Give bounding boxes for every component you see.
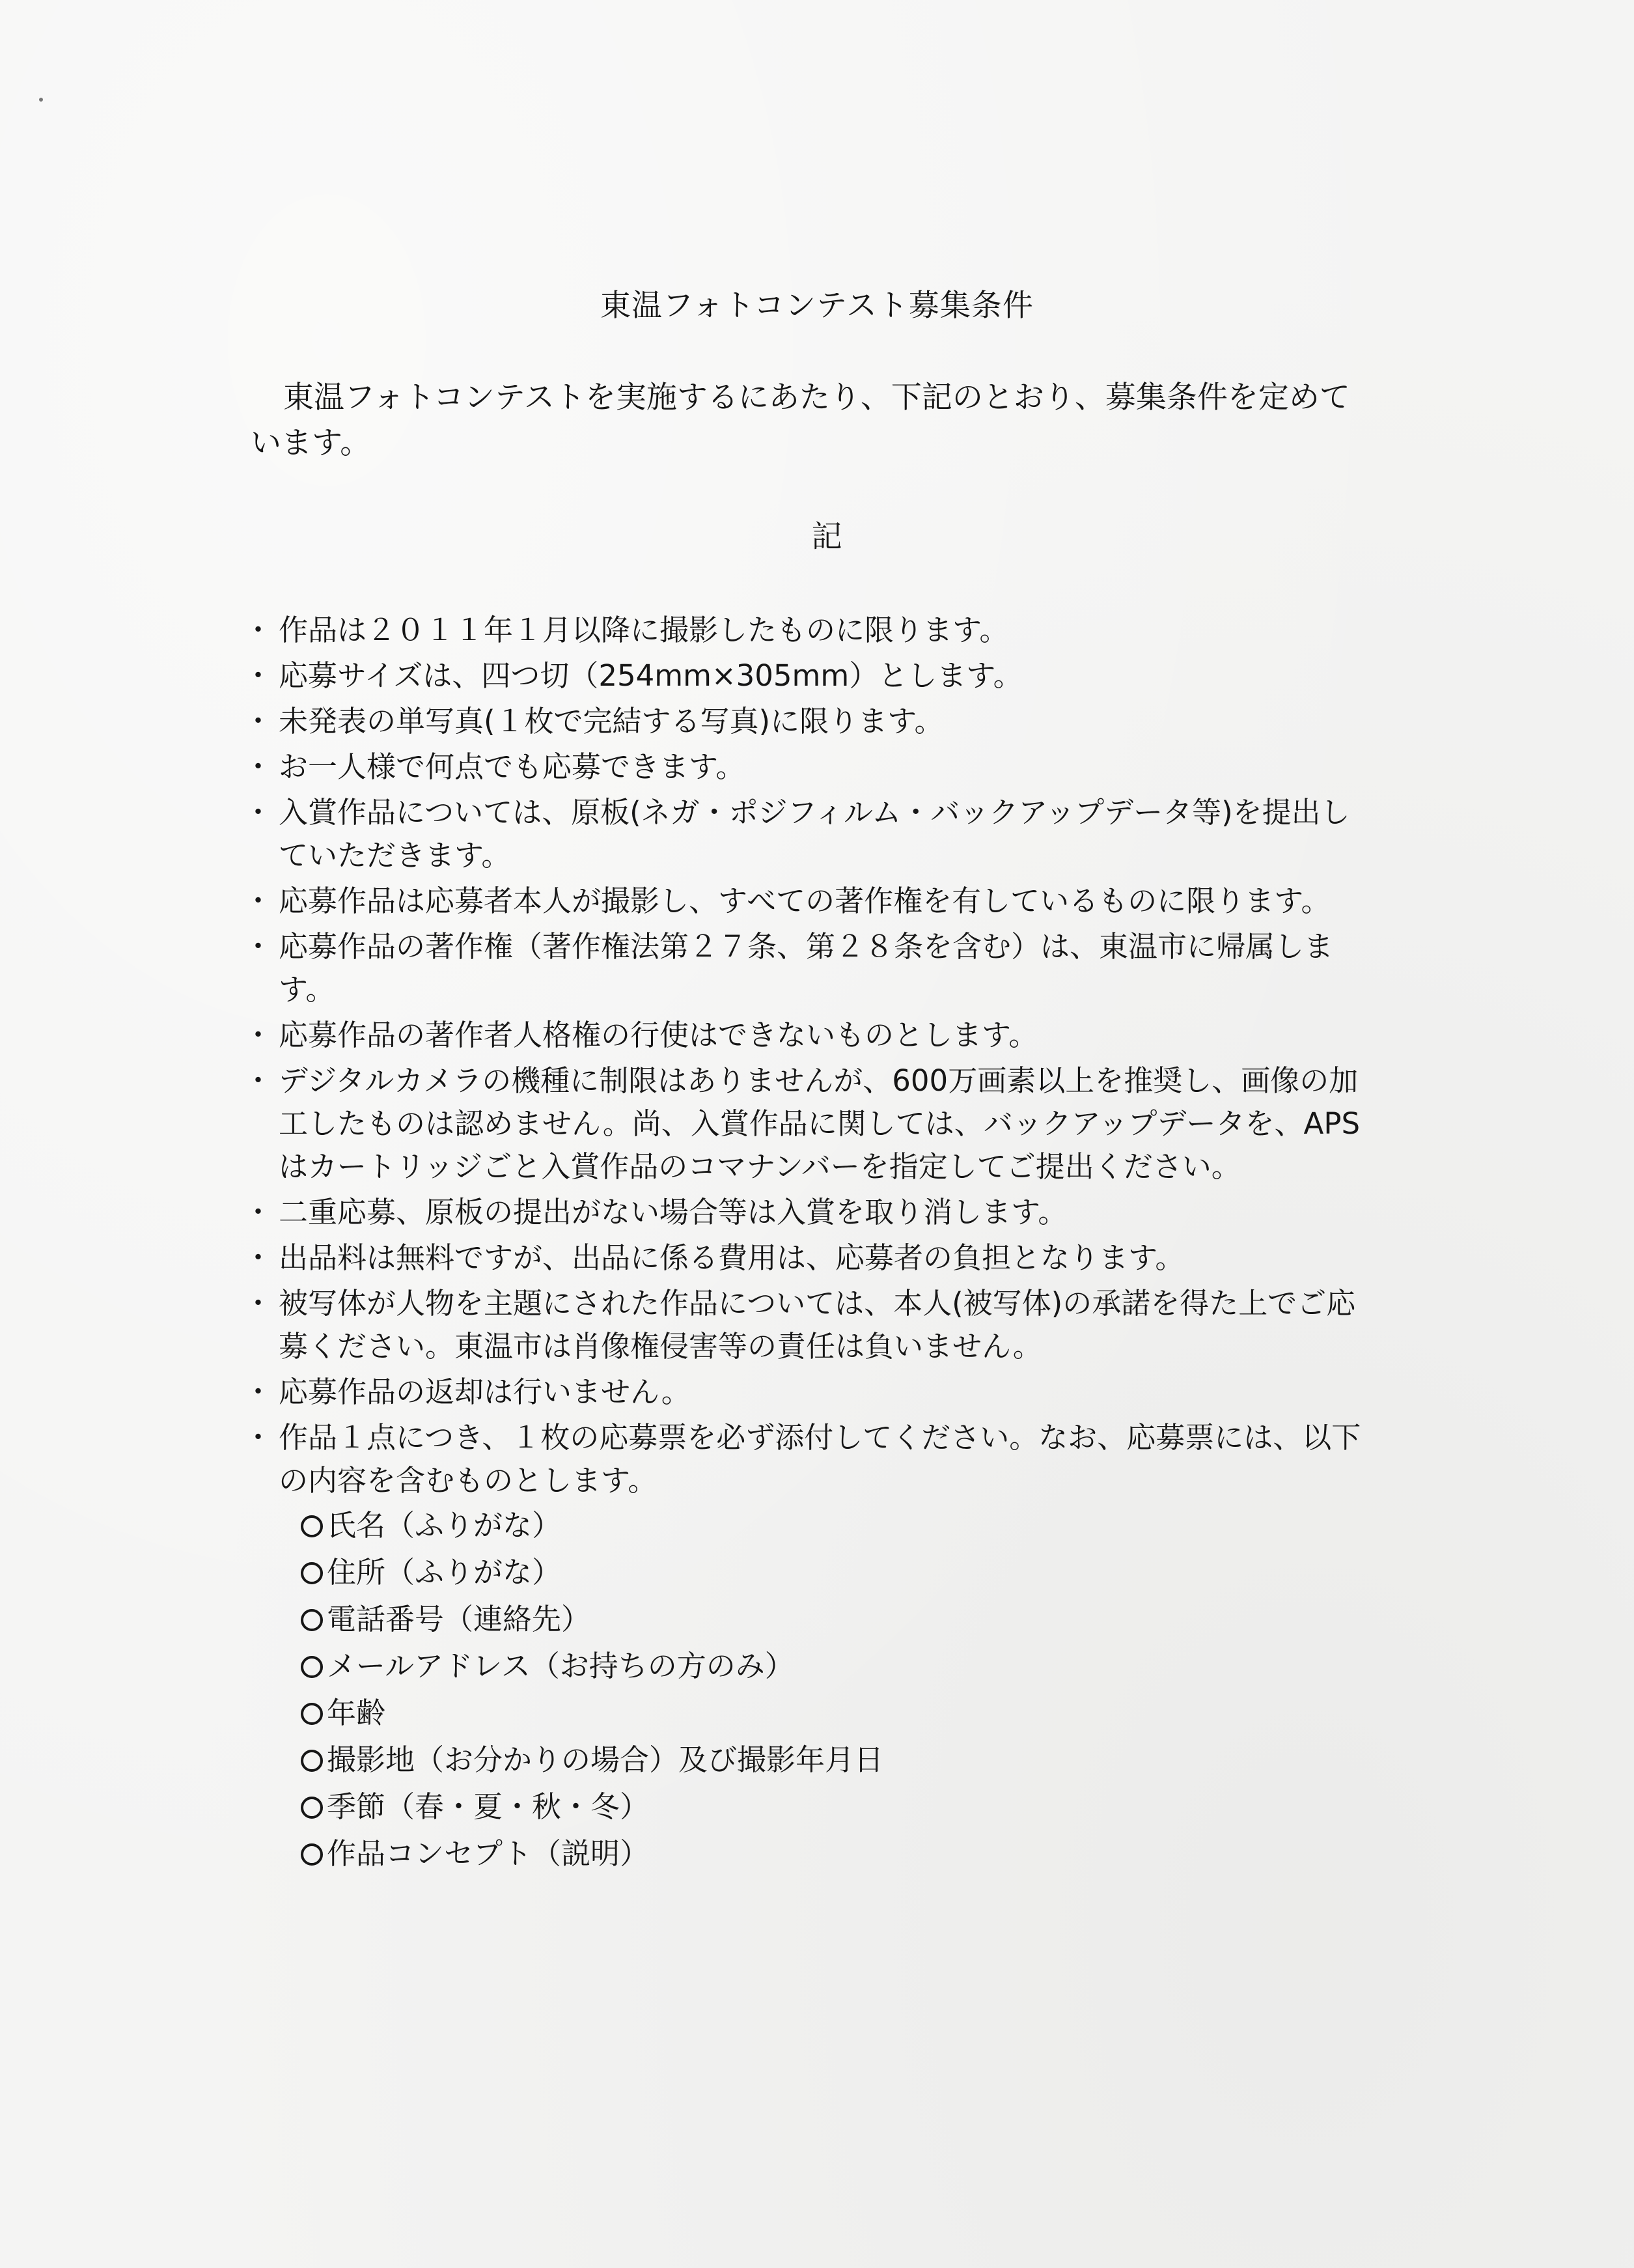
condition-item: ・ 未発表の単写真(１枚で完結する写真)に限ります。	[253, 700, 1372, 743]
condition-item: ・ 応募作品は応募者本人が撮影し、すべての著作権を有しているものに限ります。	[253, 880, 1372, 923]
intro-paragraph: 東温フォトコンテストを実施するにあたり、下記のとおり、募集条件を定めています。	[251, 380, 1350, 461]
conditions-list	[253, 609, 1372, 1880]
entry-form-items	[279, 1502, 1372, 1877]
ki-heading: 記	[811, 519, 842, 555]
form-item	[301, 1549, 1372, 1596]
form-item-label: 撮影地（お分かりの場合）及び撮影年月日	[327, 1743, 884, 1777]
form-item-label: 電話番号（連絡先）	[327, 1602, 591, 1636]
condition-item: ・ 作品は２０１１年１月以降に撮影したものに限ります。	[253, 609, 1372, 652]
circle-bullet-icon	[301, 1656, 323, 1678]
condition-item: ・ 応募サイズは、四つ切（254mm×305mm）とします。	[253, 654, 1372, 697]
form-item	[301, 1690, 1372, 1737]
form-item	[301, 1502, 1372, 1549]
form-item-label: 作品コンセプト（説明）	[327, 1836, 650, 1871]
form-item-label: 季節（春・夏・秋・冬）	[327, 1789, 650, 1824]
condition-item: ・ デジタルカメラの機種に制限はありませんが、600万画素以上を推奨し、画像の加工したものは認めません。尚、入賞作品に関しては、バックアップデータを、APSはカートリッジごと入賞作品のコマナンバーを指定してご提出ください。	[253, 1059, 1372, 1188]
form-item-label: 氏名（ふりがな）	[327, 1508, 562, 1543]
circle-bullet-icon	[301, 1562, 323, 1584]
circle-bullet-icon	[301, 1750, 323, 1772]
form-item	[301, 1737, 1372, 1784]
circle-bullet-icon	[301, 1515, 323, 1537]
condition-item: ・ 応募作品の著作者人格権の行使はできないものとします。	[253, 1014, 1372, 1057]
form-item-label: 年齢	[327, 1696, 386, 1730]
condition-item: ・ お一人様で何点でも応募できます。	[253, 746, 1372, 789]
circle-bullet-icon	[301, 1843, 323, 1866]
form-item-label: メールアドレス（お持ちの方のみ）	[327, 1649, 794, 1683]
circle-bullet-icon	[301, 1609, 323, 1631]
condition-item: ・ 入賞作品については、原板(ネガ・ポジフィルム・バックアップデータ等)を提出していただきます。	[253, 791, 1372, 877]
condition-item: ・ 応募作品の返却は行いません。	[253, 1371, 1372, 1414]
form-item	[301, 1643, 1372, 1690]
form-item	[301, 1596, 1372, 1643]
condition-item: ・ 二重応募、原板の提出がない場合等は入賞を取り消します。	[253, 1191, 1372, 1234]
document-title: 東温フォトコンテスト募集条件	[600, 288, 1034, 324]
condition-item: ・ 出品料は無料ですが、出品に係る費用は、応募者の負担となります。	[253, 1237, 1372, 1280]
condition-item: ・ 応募作品の著作権（著作権法第２７条、第２８条を含む）は、東温市に帰属します。	[253, 925, 1372, 1011]
form-item	[301, 1784, 1372, 1830]
circle-bullet-icon	[301, 1797, 323, 1819]
condition-item-last	[253, 1416, 1372, 1877]
condition-item: ・ 被写体が人物を主題にされた作品については、本人(被写体)の承諾を得た上でご応募ください。東温市は肖像権侵害等の責任は負いません。	[253, 1282, 1372, 1368]
form-item-label: 住所（ふりがな）	[327, 1555, 562, 1589]
form-item	[301, 1830, 1372, 1877]
scan-speck	[39, 98, 43, 102]
condition-item-text: 作品１点につき、１枚の応募票を必ず添付してください。なお、応募票には、以下の内容を含むものとします。	[279, 1420, 1361, 1498]
circle-bullet-icon	[301, 1703, 323, 1725]
